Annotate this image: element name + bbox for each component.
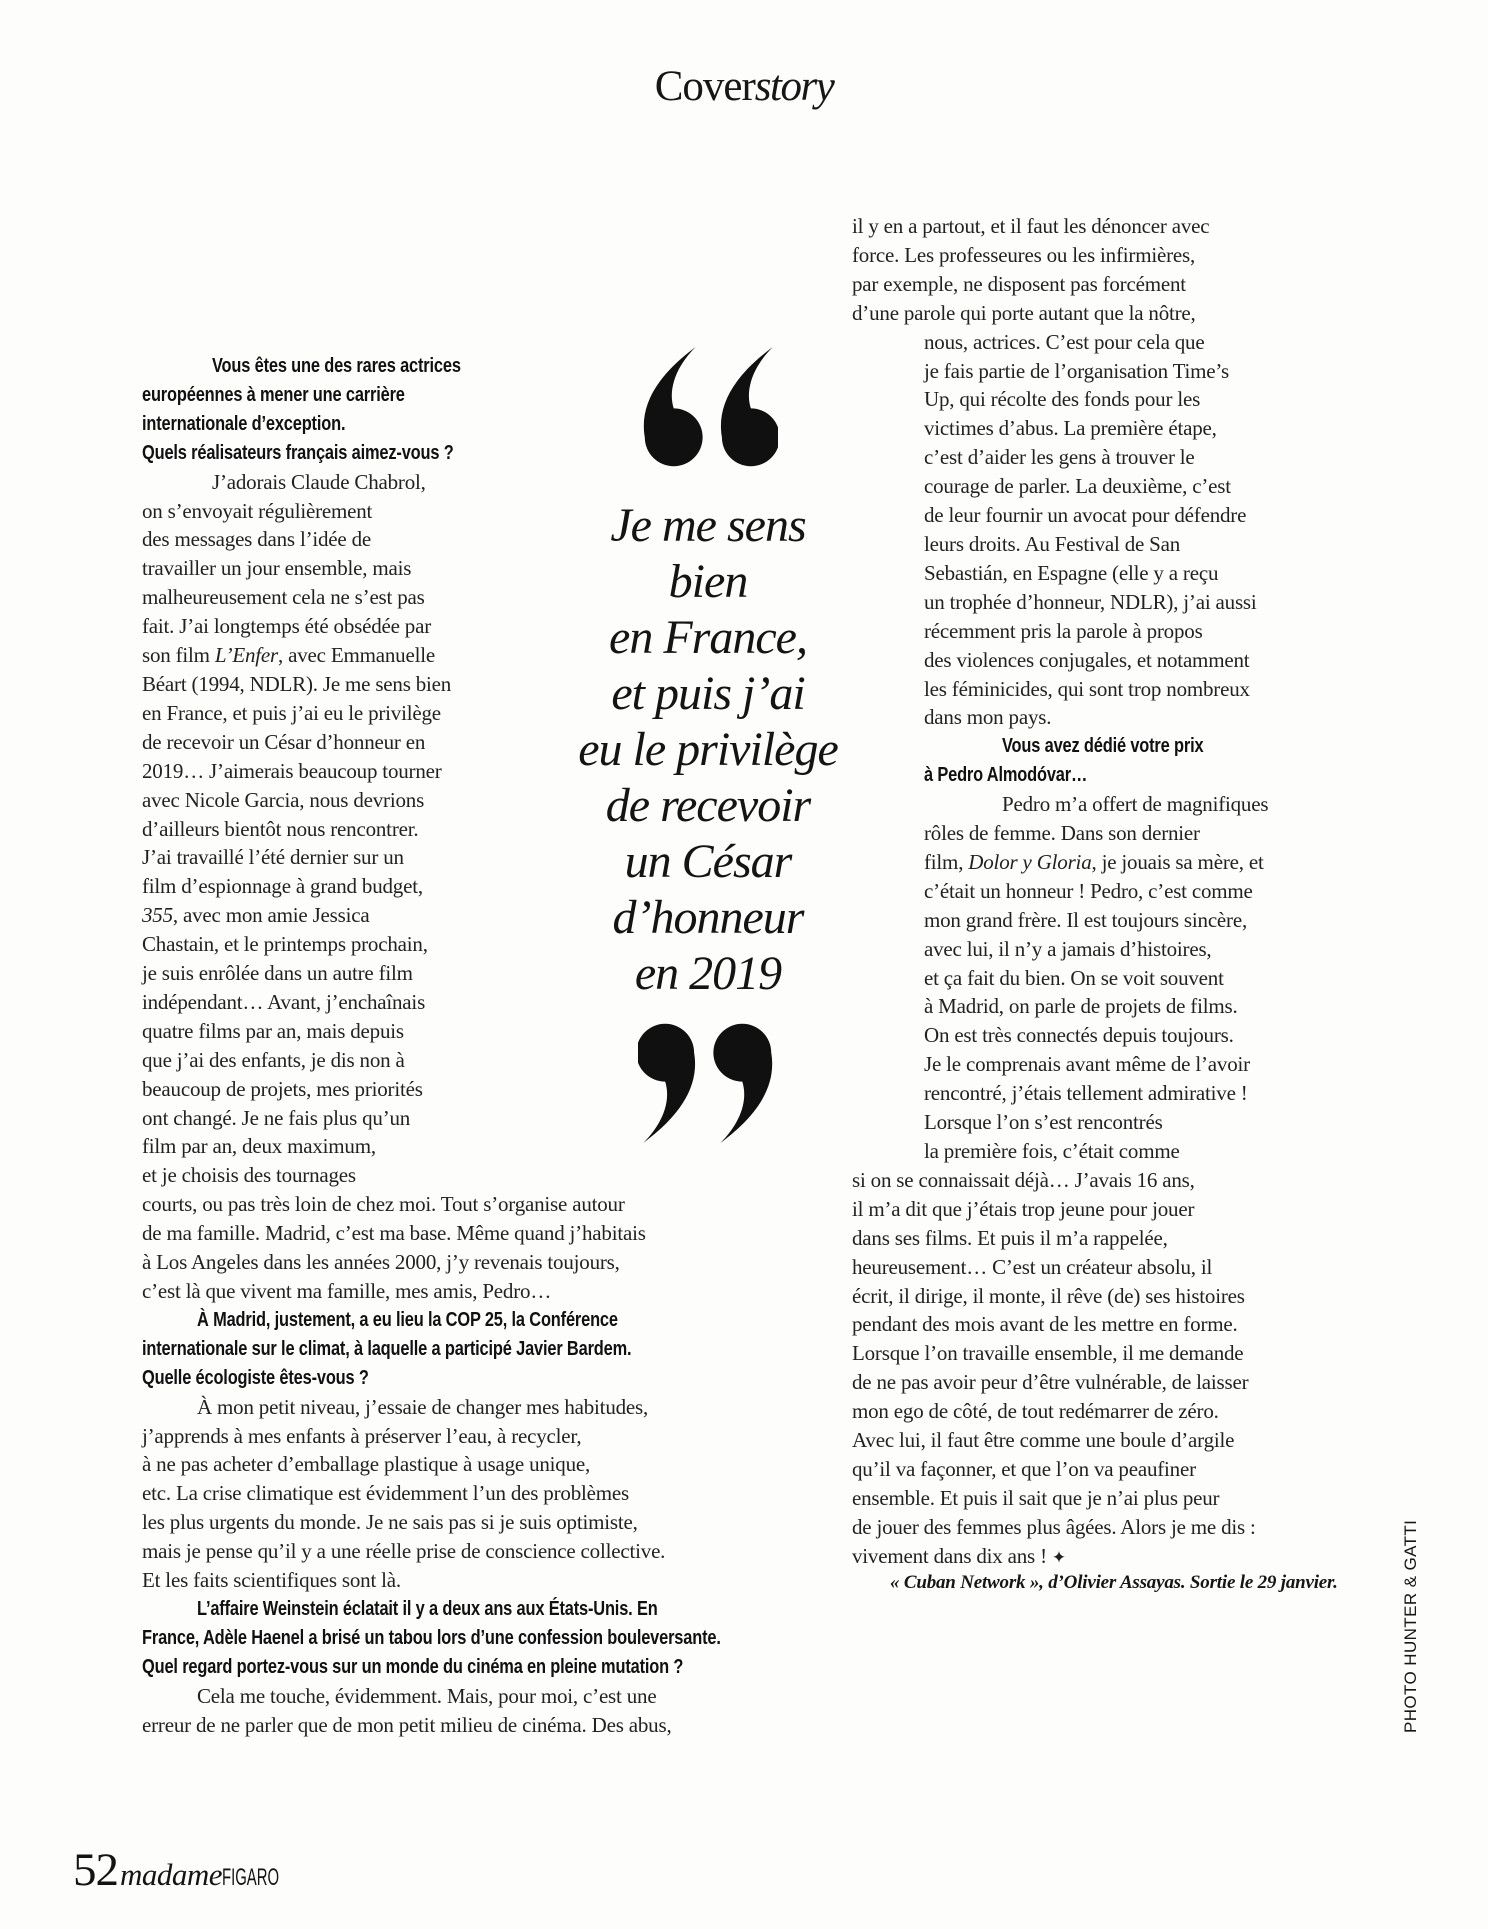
line-text: il y en a partout, et il faut les dénoncer avec	[852, 214, 1210, 238]
line-text: victimes d’abus. La première étape,	[924, 416, 1217, 441]
pull-quote-line: un César	[624, 835, 792, 888]
body-line	[142, 1566, 848, 1595]
line-text: heureusement… C’est un créateur absolu, il	[852, 1254, 1213, 1279]
line-text: Vous avez dédié votre prix	[1002, 735, 1204, 758]
body-line	[142, 988, 848, 1017]
pull-quote-line: en France,	[609, 611, 807, 664]
question-line	[924, 761, 1268, 790]
page-number: 52	[73, 1844, 118, 1896]
body-line	[852, 1282, 1268, 1311]
body-line	[924, 1137, 1268, 1166]
text-segment: , avec Emmanuelle	[278, 643, 435, 668]
body-line	[197, 1393, 848, 1422]
line-text: que j’ai des enfants, je dis non à	[142, 1047, 405, 1072]
body-line	[142, 1537, 848, 1566]
line-text: de leur fournir un avocat pour défendre	[924, 503, 1247, 528]
line-text: c’était un honneur ! Pedro, c’est comme	[924, 878, 1253, 903]
text-segment: , avec mon amie Jessica	[172, 903, 370, 928]
line-text: en France, et puis j’ai eu le privilège	[142, 700, 441, 725]
text-segment: L’Enfer	[214, 643, 279, 668]
body-line	[924, 1021, 1268, 1050]
line-text: je suis enrôlée dans un autre film	[142, 961, 413, 986]
line-text: courts, ou pas très loin de chez moi. Tout s’organise autour	[142, 1192, 625, 1217]
line-text: à Los Angeles dans les années 2000, j’y revenais toujours,	[142, 1250, 620, 1275]
body-line	[142, 815, 848, 844]
question-line	[212, 352, 848, 381]
body-line	[924, 443, 1268, 472]
body-line	[142, 641, 848, 670]
body-line	[142, 843, 848, 872]
body-line	[852, 212, 1268, 241]
pull-quote-line: d’honneur	[612, 891, 804, 944]
line-text: dans mon pays.	[924, 705, 1052, 730]
line-text: J’adorais Claude Chabrol,	[212, 469, 426, 494]
line-text: ont changé. Je ne fais plus qu’un	[142, 1105, 411, 1130]
line-text: à Madrid, on parle de projets de films.	[924, 994, 1238, 1019]
line-text: 2019… J’aimerais beaucoup tourner	[142, 758, 442, 783]
body-line	[852, 1368, 1268, 1397]
body-line	[924, 992, 1268, 1021]
line-text: ensemble. Et puis il sait que je n’ai plus peur	[852, 1485, 1220, 1510]
line-text: mon ego de côté, de tout redémarrer de zéro.	[852, 1399, 1219, 1424]
body-line	[924, 559, 1268, 588]
body-line	[924, 328, 1268, 357]
line-text: c’est d’aider les gens à trouver le	[924, 445, 1195, 470]
line-text: courage de parler. La deuxième, c’est	[924, 474, 1231, 499]
body-line	[142, 1450, 848, 1479]
body-line	[142, 525, 848, 554]
body-line	[852, 241, 1268, 270]
body-line	[142, 728, 848, 757]
body-line	[142, 959, 848, 988]
body-line	[924, 385, 1268, 414]
line-text: On est très connectés depuis toujours.	[924, 1023, 1234, 1048]
text-segment: son film	[142, 643, 215, 668]
line-text: film par an, deux maximum,	[142, 1134, 376, 1159]
question-line	[142, 1364, 848, 1393]
body-line	[852, 299, 1268, 328]
body-line	[142, 670, 848, 699]
body-line	[852, 1310, 1268, 1339]
pull-quote-line: eu le privilège	[578, 723, 838, 776]
magazine-name-figaro: FIGARO	[222, 1864, 280, 1891]
line-text: Cela me touche, évidemment. Mais, pour moi, c’est une	[197, 1683, 657, 1708]
body-line	[142, 1132, 848, 1161]
text-segment: 355	[142, 903, 173, 928]
body-line	[852, 1484, 1268, 1513]
body-line	[142, 872, 848, 901]
text-segment: film,	[924, 849, 969, 874]
body-line	[924, 1050, 1268, 1079]
line-text: Quel regard portez-vous sur un monde du cinéma en pleine mutation ?	[142, 1655, 684, 1678]
section-header-regular: Cover	[654, 63, 755, 110]
line-text: travailler un jour ensemble, mais	[142, 556, 412, 581]
body-line	[142, 1422, 848, 1451]
body-line	[142, 1711, 848, 1740]
line-text: quatre films par an, mais depuis	[142, 1018, 404, 1043]
body-line	[142, 757, 848, 786]
line-text: je fais partie de l’organisation Time’s	[924, 358, 1230, 383]
question-line	[197, 1306, 848, 1335]
body-line	[924, 357, 1268, 386]
body-line	[142, 1104, 848, 1133]
line-text	[852, 1544, 1066, 1568]
line-text: Je le comprenais avant même de l’avoir	[924, 1052, 1250, 1077]
body-line	[924, 906, 1268, 935]
body-line	[852, 1195, 1268, 1224]
end-of-article-star-icon: ✦	[1051, 1547, 1066, 1568]
line-text: les plus urgents du monde. Je ne sais pas si je suis optimiste,	[142, 1510, 638, 1535]
line-text: mais je pense qu’il y a une réelle prise de conscience collective.	[142, 1539, 666, 1564]
pull-quote-line: de recevoir	[605, 779, 811, 832]
text-segment: Dolor y Gloria	[968, 849, 1092, 874]
body-line	[924, 964, 1268, 993]
line-text	[142, 643, 435, 667]
body-line	[142, 1508, 848, 1537]
line-text: et ça fait du bien. On se voit souvent	[924, 965, 1224, 990]
line-text: Sebastián, en Espagne (elle y a reçu	[924, 560, 1219, 585]
body-line	[852, 1397, 1268, 1426]
line-text: par exemple, ne disposent pas forcément	[852, 271, 1186, 296]
body-line	[852, 270, 1268, 299]
body-line	[924, 646, 1268, 675]
section-header-italic: story	[754, 63, 834, 110]
line-text: européennes à mener une carrière	[142, 383, 405, 406]
body-line	[142, 1075, 848, 1104]
line-text: d’une parole qui porte autant que la nôtre,	[852, 300, 1196, 325]
line-text: si on se connaissait déjà… J’avais 16 ans,	[852, 1167, 1195, 1192]
line-text: il m’a dit que j’étais trop jeune pour jouer	[852, 1196, 1195, 1221]
body-line	[924, 501, 1268, 530]
line-text: rôles de femme. Dans son dernier	[924, 821, 1200, 846]
article-right-column	[852, 212, 1268, 1573]
body-line	[924, 675, 1268, 704]
line-text: France, Adèle Haenel a brisé un tabou lors d’une confession bouleversante.	[142, 1626, 721, 1649]
body-line	[142, 930, 848, 959]
section-header	[0, 62, 1488, 111]
line-text: Lorsque l’on travaille ensemble, il me demande	[852, 1341, 1244, 1366]
line-text: Vous êtes une des rares actrices	[212, 355, 461, 377]
line-text: L’affaire Weinstein éclatait il y a deux ans aux États-Unis. En	[197, 1597, 658, 1620]
line-text: nous, actrices. C’est pour cela que	[924, 329, 1205, 354]
body-line	[142, 497, 848, 526]
article-left-column	[142, 352, 848, 1740]
line-text: malheureusement cela ne s’est pas	[142, 585, 425, 610]
page-footer	[73, 1843, 314, 1897]
body-line	[142, 1046, 848, 1075]
body-line	[1002, 790, 1268, 819]
body-line	[924, 848, 1268, 877]
line-text: de ne pas avoir peur d’être vulnérable, de laisser	[852, 1370, 1249, 1395]
body-line	[212, 468, 848, 497]
line-text: écrit, il dirige, il monte, il rêve (de) ses histoires	[852, 1283, 1245, 1308]
line-text: Chastain, et le printemps prochain,	[142, 932, 428, 957]
body-line	[924, 472, 1268, 501]
text-segment: , je jouais sa mère, et	[1091, 849, 1264, 874]
line-text: fait. J’ai longtemps été obsédée par	[142, 614, 432, 639]
body-line	[852, 1542, 1268, 1573]
line-text: pendant des mois avant de les mettre en forme.	[852, 1312, 1238, 1337]
line-text: force. Les professeures ou les infirmières,	[852, 242, 1196, 267]
body-line	[924, 588, 1268, 617]
line-text: J’ai travaillé l’été dernier sur un	[142, 845, 404, 870]
line-text: À mon petit niveau, j’essaie de changer mes habitudes,	[197, 1394, 649, 1419]
line-text: Béart (1994, NDLR). Je me sens bien	[142, 671, 452, 696]
body-line	[924, 617, 1268, 646]
line-text: un trophée d’honneur, NDLR), j’ai aussi	[924, 589, 1257, 614]
line-text: qu’il va façonner, et que l’on va peaufiner	[852, 1456, 1196, 1481]
body-line	[852, 1339, 1268, 1368]
line-text: dans ses films. Et puis il m’a rappelée,	[852, 1225, 1168, 1250]
line-text: avec lui, il n’y a jamais d’histoires,	[924, 936, 1212, 961]
body-line	[852, 1455, 1268, 1484]
question-line	[142, 1624, 848, 1653]
line-text	[142, 903, 369, 927]
line-text: rencontré, j’étais tellement admirative !	[924, 1081, 1248, 1106]
line-text: mon grand frère. Il est toujours sincère,	[924, 907, 1248, 932]
body-line	[852, 1224, 1268, 1253]
body-line	[142, 1190, 848, 1219]
line-text: on s’envoyait régulièrement	[142, 498, 373, 523]
body-line	[852, 1253, 1268, 1282]
line-text: et je choisis des tournages	[142, 1163, 356, 1188]
line-text: internationale d’exception.	[142, 412, 346, 435]
line-text: c’est là que vivent ma famille, mes amis, Pedro…	[142, 1279, 552, 1303]
line-text: Lorsque l’on s’est rencontrés	[924, 1110, 1163, 1135]
body-line	[924, 1079, 1268, 1108]
body-line	[142, 699, 848, 728]
body-line	[142, 901, 848, 930]
line-text: récemment pris la parole à propos	[924, 618, 1203, 643]
line-text: indépendant… Avant, j’enchaînais	[142, 989, 426, 1014]
line-text: beaucoup de projets, mes priorités	[142, 1076, 423, 1101]
line-text: Et les faits scientifiques sont là.	[142, 1568, 401, 1593]
body-line	[142, 1161, 848, 1190]
line-text: de jouer des femmes plus âgées. Alors je me dis :	[852, 1514, 1256, 1539]
line-text: des messages dans l’idée de	[142, 527, 372, 552]
line-text: avec Nicole Garcia, nous devrions	[142, 787, 425, 812]
question-line	[142, 410, 848, 439]
body-line	[142, 1248, 848, 1277]
line-text: etc. La crise climatique est évidemment l’un des problèmes	[142, 1481, 629, 1506]
body-line	[197, 1682, 848, 1711]
body-line	[924, 414, 1268, 443]
body-line	[142, 1277, 848, 1306]
line-text: d’ailleurs bientôt nous rencontrer.	[142, 816, 419, 841]
magazine-name-madame: madame	[120, 1857, 223, 1892]
line-text: Pedro m’a offert de magnifiques	[1002, 792, 1269, 817]
photo-credit-vertical: PHOTO HUNTER & GATTI	[1401, 1519, 1420, 1733]
body-line	[924, 530, 1268, 559]
line-text: erreur de ne parler que de mon petit milieu de cinéma. Des abus,	[142, 1712, 672, 1737]
question-line	[142, 1653, 848, 1682]
line-text: de recevoir un César d’honneur en	[142, 729, 426, 754]
line-text: à ne pas acheter d’emballage plastique à usage unique,	[142, 1452, 591, 1477]
pull-quote-line: Je me sens	[610, 499, 806, 552]
line-text: à Pedro Almodóvar…	[924, 764, 1088, 787]
body-line	[852, 1426, 1268, 1455]
line-text: j’apprends à mes enfants à préserver l’eau, à recycler,	[142, 1423, 582, 1448]
body-line	[852, 1166, 1268, 1195]
line-text: des violences conjugales, et notamment	[924, 647, 1250, 672]
question-line	[142, 1335, 848, 1364]
body-line	[924, 935, 1268, 964]
line-text: Up, qui récolte des fonds pour les	[924, 387, 1201, 412]
body-line	[142, 1017, 848, 1046]
body-line	[852, 1513, 1268, 1542]
body-line	[924, 703, 1268, 732]
body-line	[142, 1479, 848, 1508]
film-credit-line: « Cuban Network », d’Olivier Assayas. Sortie le 29 janvier.	[890, 1572, 1338, 1593]
body-line	[142, 612, 848, 641]
body-line	[924, 1108, 1268, 1137]
line-text: leurs droits. Au Festival de San	[924, 531, 1181, 556]
line-text	[924, 850, 1264, 874]
line-text: la première fois, c’était comme	[924, 1139, 1180, 1163]
body-line	[924, 877, 1268, 906]
line-text: de ma famille. Madrid, c’est ma base. Même quand j’habitais	[142, 1221, 646, 1246]
line-text: Quelle écologiste êtes-vous ?	[142, 1366, 369, 1389]
line-text: À Madrid, justement, a eu lieu la COP 25, la Conférence	[197, 1308, 618, 1331]
question-line	[142, 439, 848, 468]
body-line	[924, 819, 1268, 848]
body-line	[142, 583, 848, 612]
text-segment: vivement dans dix ans !	[852, 1543, 1052, 1568]
pull-quote-line: et puis j’ai	[611, 667, 805, 720]
line-text: Avec lui, il faut être comme une boule d’argile	[852, 1428, 1235, 1453]
line-text: film d’espionnage à grand budget,	[142, 874, 423, 899]
question-line	[142, 381, 848, 410]
body-line	[142, 554, 848, 583]
line-text: Quels réalisateurs français aimez-vous ?	[142, 441, 454, 464]
pull-quote-line: bien	[668, 555, 748, 608]
line-text: internationale sur le climat, à laquelle a participé Javier Bardem.	[142, 1337, 632, 1360]
body-line	[142, 786, 848, 815]
line-text: les féminicides, qui sont trop nombreux	[924, 676, 1250, 701]
pull-quote-line: en 2019	[634, 947, 782, 1000]
body-line	[142, 1219, 848, 1248]
question-line	[197, 1595, 848, 1624]
question-line	[1002, 732, 1268, 761]
